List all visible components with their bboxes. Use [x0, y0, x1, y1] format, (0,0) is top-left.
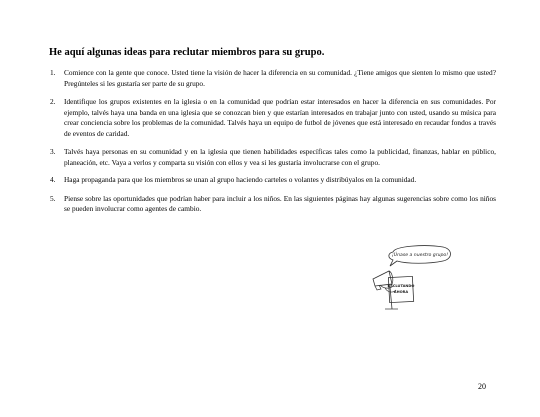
speech-bubble-text: ¡Únase a nuestro grupo! — [391, 253, 449, 258]
list-item-number: 1. — [50, 68, 56, 77]
list-item — [50, 68, 496, 89]
list-item-text: Piense sobre las oportunidades que podrían haber para incluir a los niños. En las siguientes páginas hay algunas sugerencias sobre como los niños se pueden involucrar como agentes de cambio. — [64, 193, 496, 213]
page-title: He aquí algunas ideas para reclutar miembros para su grupo. — [49, 47, 325, 58]
list-item-text: Comience con la gente que conoce. Usted tiene la visión de hacer la diferencia en su comunidad. ¿Tiene amigos que sienten lo mismo que usted? Pregúnteles si les gustaría ser parte de su grupo. — [64, 68, 496, 88]
list-item — [50, 175, 496, 186]
sign-text-line2: AHORA — [393, 290, 409, 294]
list-item — [50, 194, 496, 215]
list-item-text: Talvés haya personas en su comunidad y en la iglesia que tienen habilidades específicas tales como la publicidad, finanzas, hablar en público, planeación, etc. Vaya a verlos y comparta su visión con ellos y vea si les gustaría involucrarse con el grupo. — [64, 147, 496, 167]
megaphone-sketch-icon — [363, 243, 453, 313]
list-item-number: 4. — [50, 175, 56, 184]
list-item-number: 3. — [50, 147, 56, 156]
page-number: 20 — [478, 382, 486, 391]
sign-text-line1: RECLUTANDO — [387, 284, 415, 288]
list-item-number: 5. — [50, 193, 56, 203]
list-item — [50, 97, 496, 139]
list-item-text: Haga propaganda para que los miembros se unan al grupo haciendo carteles o volantes y distribúyalos en la comunidad. — [64, 175, 417, 184]
list-item-text: Identifique los grupos existentes en la iglesia o en la comunidad que podrían estar interesados en hacer la diferencia en sus comunidades. Por ejemplo, talvés haya una banda en una iglesia que se conozcan bien y que estarían interesados en trabajar junto con usted, usando su música para crear conciencia sobre los problemas de la comunidad. Talvés haya un equipo de futbol de jóvenes que está interesado en recaudar fondos a través de eventos de caridad. — [64, 97, 496, 138]
list-item — [50, 147, 496, 168]
list-item-number: 2. — [50, 97, 56, 106]
ideas-list — [50, 68, 496, 215]
